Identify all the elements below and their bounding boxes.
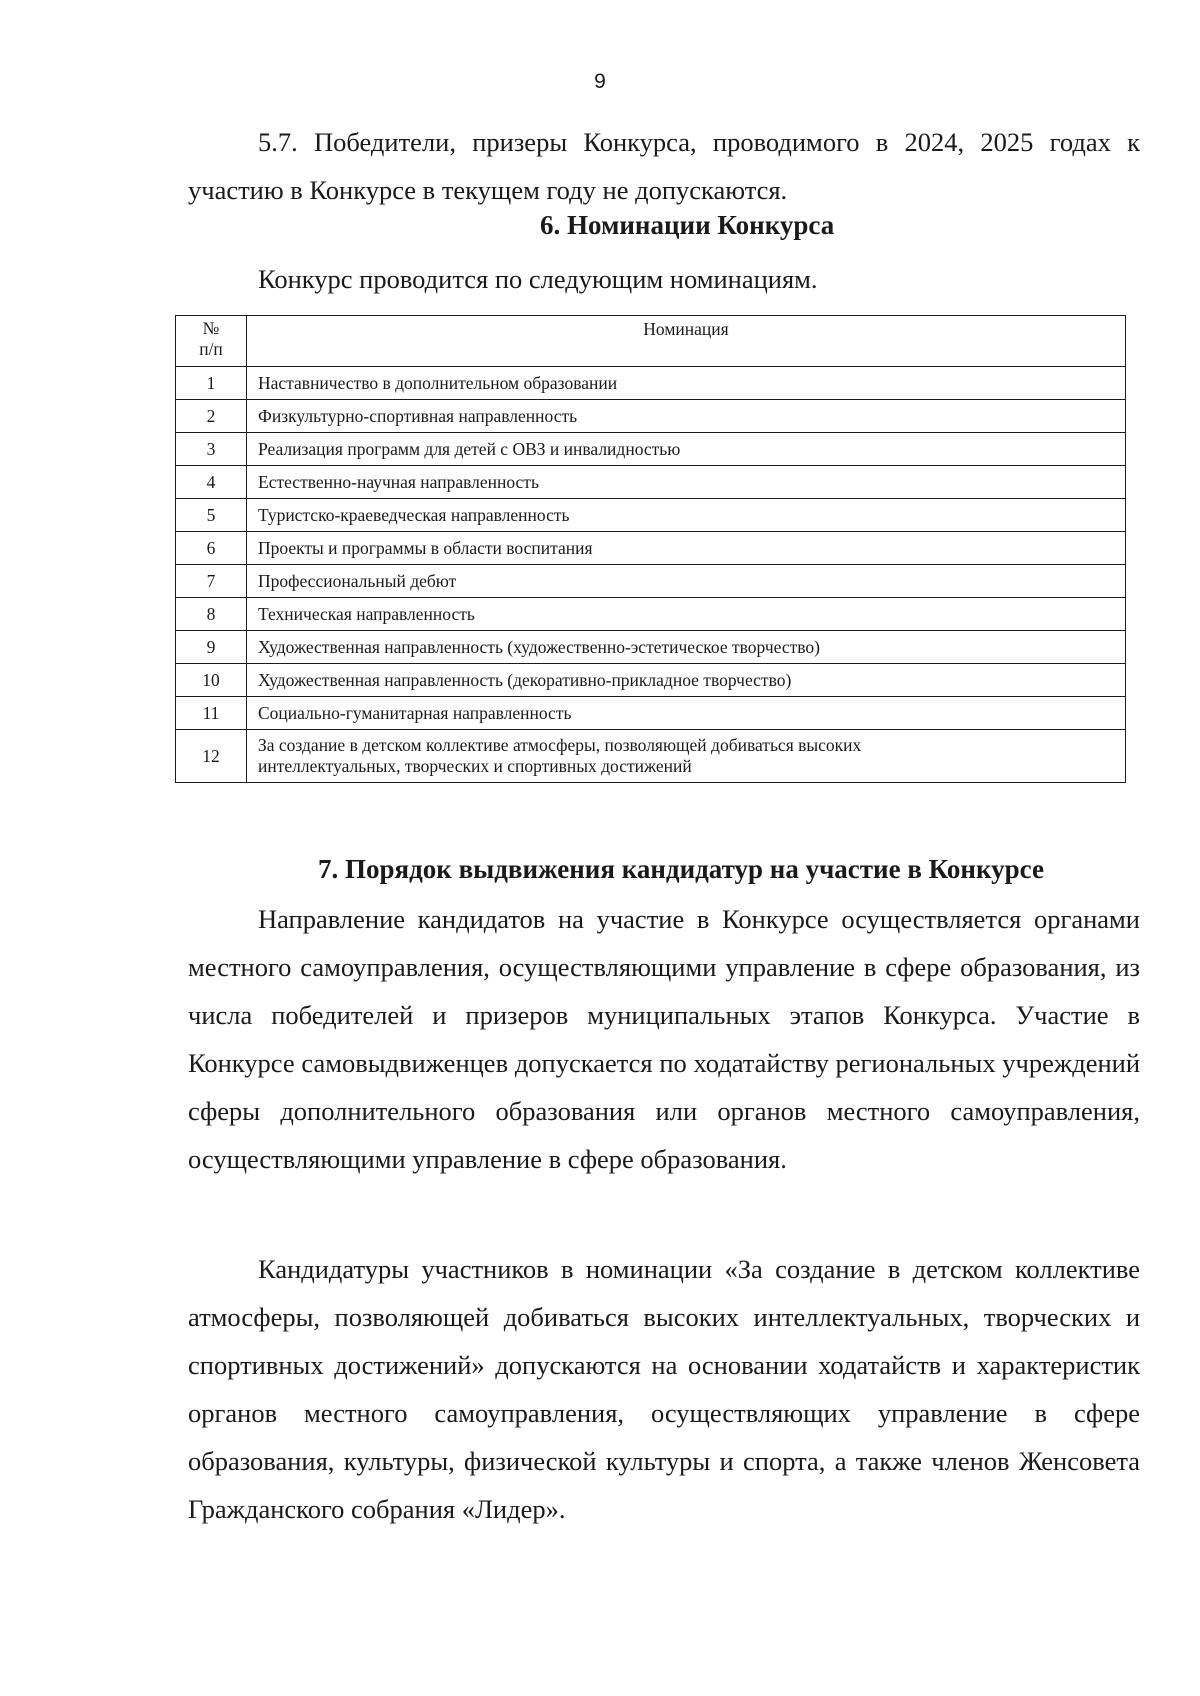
section-7-paragraph-1 bbox=[188, 895, 1140, 1183]
row-nomination bbox=[247, 730, 1126, 783]
row-number: 8 bbox=[176, 598, 247, 631]
row-nomination: Социально-гуманитарная направленность bbox=[247, 697, 1126, 730]
row-number: 9 bbox=[176, 631, 247, 664]
header-number-symbol: № bbox=[202, 318, 220, 338]
row-nomination: Естественно-научная направленность bbox=[247, 466, 1126, 499]
table-row bbox=[176, 532, 1126, 565]
row-number: 5 bbox=[176, 499, 247, 532]
row-nomination-line: интеллектуальных, творческих и спортивных достижений bbox=[258, 756, 692, 776]
table-row bbox=[176, 631, 1126, 664]
row-nomination: Реализация программ для детей с ОВЗ и инвалидностью bbox=[247, 433, 1126, 466]
section-7-heading: 7. Порядок выдвижения кандидатур на участие в Конкурсе bbox=[318, 854, 1044, 884]
section-6-intro: Конкурс проводится по следующим номинациям. bbox=[258, 264, 818, 294]
row-number: 2 bbox=[176, 400, 247, 433]
row-nomination: Туристско-краеведческая направленность bbox=[247, 499, 1126, 532]
row-number: 4 bbox=[176, 466, 247, 499]
table-row bbox=[176, 400, 1126, 433]
row-number: 1 bbox=[176, 367, 247, 400]
section-5-7 bbox=[188, 118, 1140, 214]
section-7-paragraph-2 bbox=[188, 1245, 1140, 1533]
row-number: 3 bbox=[176, 433, 247, 466]
section-7-paragraph-2-text: Кандидатуры участников в номинации «За создание в детском коллективе атмосферы, позволяющей добиваться высоких интеллектуальных, творческих и спортивных достижений» допускаются на основании ходатайств и характеристик органов местного самоуправления, осуществляющих управление в сфере образования, культуры, физической культуры и спорта, а также членов Женсовета Гражданского собрания «Лидер». bbox=[188, 1254, 1140, 1524]
row-number: 11 bbox=[176, 697, 247, 730]
table-row bbox=[176, 433, 1126, 466]
table-row bbox=[176, 499, 1126, 532]
row-number: 10 bbox=[176, 664, 247, 697]
row-number: 6 bbox=[176, 532, 247, 565]
row-nomination: Проекты и программы в области воспитания bbox=[247, 532, 1126, 565]
header-number-abbrev: п/п bbox=[199, 339, 223, 359]
row-nomination: Наставничество в дополнительном образовании bbox=[247, 367, 1126, 400]
page-number: 9 bbox=[594, 70, 606, 93]
nominations-table bbox=[175, 315, 1126, 783]
row-nomination: Физкультурно-спортивная направленность bbox=[247, 400, 1126, 433]
row-nomination: Техническая направленность bbox=[247, 598, 1126, 631]
table-row bbox=[176, 598, 1126, 631]
table-row bbox=[176, 367, 1126, 400]
header-number bbox=[176, 316, 247, 367]
row-nomination-line: За создание в детском коллективе атмосферы, позволяющей добиваться высоких bbox=[258, 735, 862, 755]
header-nomination: Номинация bbox=[247, 316, 1126, 367]
table-header-row bbox=[176, 316, 1126, 367]
section-7-paragraph-1-text: Направление кандидатов на участие в Конкурсе осуществляется органами местного самоуправления, осуществляющими управление в сфере образования, из числа победителей и призеров муниципальных этапов Конкурса. Участие в Конкурсе самовыдвиженцев допускается по ходатайству региональных учреждений сферы дополнительного образования или органов местного самоуправления, осуществляющими управление в сфере образования. bbox=[188, 904, 1140, 1174]
section-6-heading: 6. Номинации Конкурса bbox=[540, 210, 835, 240]
row-nomination: Профессиональный дебют bbox=[247, 565, 1126, 598]
table-row bbox=[176, 730, 1126, 783]
table-row bbox=[176, 697, 1126, 730]
section-5-7-text: 5.7. Победители, призеры Конкурса, проводимого в 2024, 2025 годах к участию в Конкурсе в текущем году не допускаются. bbox=[188, 127, 1140, 205]
table-row bbox=[176, 664, 1126, 697]
table-row bbox=[176, 565, 1126, 598]
row-number: 12 bbox=[176, 730, 247, 783]
table-row bbox=[176, 466, 1126, 499]
row-number: 7 bbox=[176, 565, 247, 598]
row-nomination: Художественная направленность (декоративно-прикладное творчество) bbox=[247, 664, 1126, 697]
row-nomination: Художественная направленность (художественно-эстетическое творчество) bbox=[247, 631, 1126, 664]
